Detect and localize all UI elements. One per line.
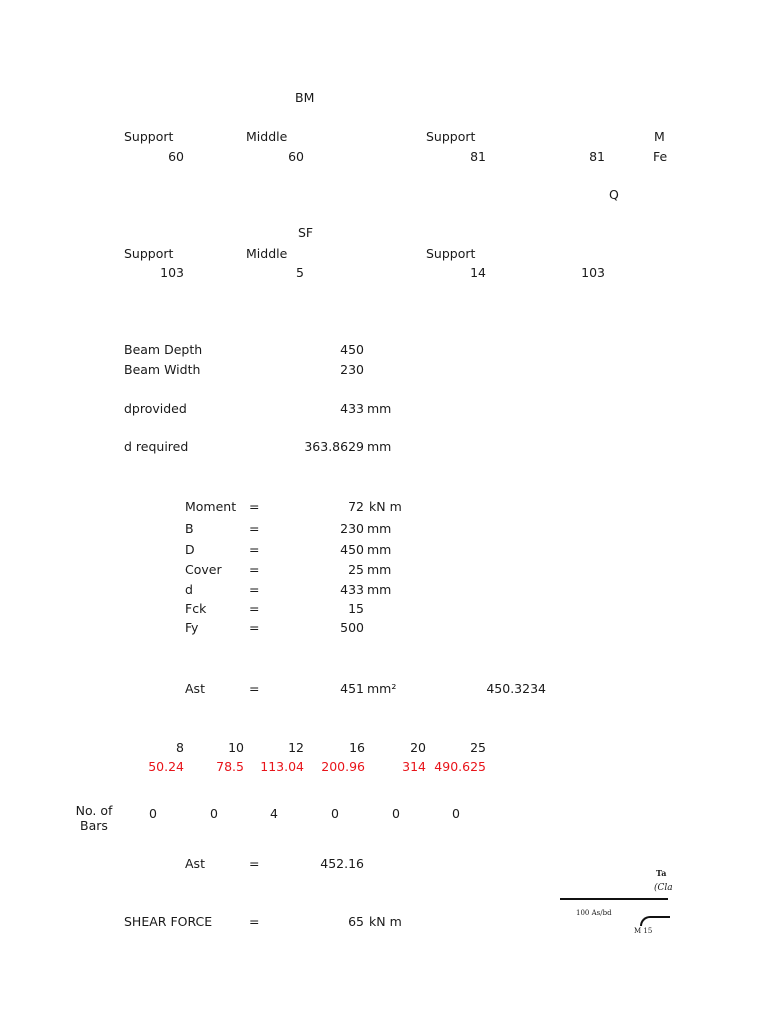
- ast-provided-eq: =: [249, 856, 260, 871]
- shear-force-eq: =: [249, 914, 260, 929]
- bar-area: 200.96: [321, 759, 365, 774]
- shear-force-value: 65: [348, 914, 364, 929]
- bm-header-middle: Middle: [246, 129, 288, 144]
- bm-value-2: 60: [288, 149, 304, 164]
- ast-label: Ast: [185, 681, 205, 696]
- param-label: D: [185, 542, 195, 557]
- ast-eq: =: [249, 681, 260, 696]
- sf-value-1: 103: [160, 265, 184, 280]
- param-label: B: [185, 521, 194, 536]
- drequired-value: 363.8629: [304, 439, 364, 454]
- beam-width-label: Beam Width: [124, 362, 201, 377]
- param-unit: mm: [367, 521, 392, 536]
- bm-value-fe: Fe: [653, 149, 668, 164]
- param-eq: =: [249, 542, 260, 557]
- param-value: 500: [340, 620, 364, 635]
- ast-provided-label: Ast: [185, 856, 205, 871]
- sf-value-3: 14: [470, 265, 486, 280]
- param-unit: mm: [367, 582, 392, 597]
- ast-provided-value: 452.16: [320, 856, 364, 871]
- bm-header-support-left: Support: [124, 129, 174, 144]
- param-eq: =: [249, 499, 260, 514]
- dprovided-value: 433: [340, 401, 364, 416]
- bar-area: 490.625: [434, 759, 486, 774]
- bar-diameter: 20: [410, 740, 426, 755]
- beam-width-value: 230: [340, 362, 364, 377]
- param-label: Fck: [185, 601, 207, 616]
- beam-depth-value: 450: [340, 342, 364, 357]
- param-value: 433: [340, 582, 364, 597]
- param-label: Fy: [185, 620, 199, 635]
- sf-title: SF: [298, 225, 314, 240]
- bm-value-1: 60: [168, 149, 184, 164]
- param-value: 72: [348, 499, 364, 514]
- bar-count-label-line2: Bars: [80, 818, 108, 833]
- q-label: Q: [609, 187, 619, 202]
- bar-diameter: 12: [288, 740, 304, 755]
- ast-value: 451: [340, 681, 364, 696]
- bar-count: 0: [149, 806, 157, 821]
- bar-diameter: 8: [176, 740, 184, 755]
- bar-count: 4: [270, 806, 278, 821]
- param-eq: =: [249, 562, 260, 577]
- bm-value-4: 81: [589, 149, 605, 164]
- param-eq: =: [249, 601, 260, 616]
- bar-count: 0: [210, 806, 218, 821]
- bar-area: 113.04: [260, 759, 304, 774]
- sf-header-middle: Middle: [246, 246, 288, 261]
- sf-value-4: 103: [581, 265, 605, 280]
- bm-title: BM: [295, 90, 315, 105]
- shear-force-label: SHEAR FORCE: [124, 914, 213, 929]
- sf-header-support-right: Support: [426, 246, 476, 261]
- param-unit: kN m: [369, 499, 402, 514]
- ast-exact-value: 450.3234: [486, 681, 546, 696]
- snippet-subtitle: (Cla: [654, 883, 673, 893]
- param-unit: mm: [367, 562, 392, 577]
- bar-diameter: 16: [349, 740, 365, 755]
- param-value: 15: [348, 601, 364, 616]
- drequired-label: d required: [124, 439, 189, 454]
- ast-unit: mm²: [367, 681, 397, 696]
- bar-area: 314: [402, 759, 426, 774]
- bar-count: 0: [331, 806, 339, 821]
- bar-count: 0: [452, 806, 460, 821]
- bar-area: 50.24: [148, 759, 184, 774]
- param-value: 25: [348, 562, 364, 577]
- snippet-title: Ta: [656, 868, 667, 878]
- param-value: 450: [340, 542, 364, 557]
- snippet-formula: 100 As/bd: [576, 909, 612, 917]
- beam-depth-label: Beam Depth: [124, 342, 203, 357]
- param-eq: =: [249, 620, 260, 635]
- sf-value-2: 5: [296, 265, 304, 280]
- bm-header-support-right: Support: [426, 129, 476, 144]
- bar-diameter: 25: [470, 740, 486, 755]
- bar-diameter: 10: [228, 740, 244, 755]
- param-value: 230: [340, 521, 364, 536]
- dprovided-label: dprovided: [124, 401, 187, 416]
- dprovided-unit: mm: [367, 401, 392, 416]
- param-label: Cover: [185, 562, 222, 577]
- bar-count-label-line1: No. of: [75, 803, 113, 818]
- param-eq: =: [249, 521, 260, 536]
- sf-header-support-left: Support: [124, 246, 174, 261]
- param-eq: =: [249, 582, 260, 597]
- param-unit: mm: [367, 542, 392, 557]
- bm-value-3: 81: [470, 149, 486, 164]
- snippet-grade: M 15: [634, 927, 653, 935]
- param-label: Moment: [185, 499, 237, 514]
- bar-count: 0: [392, 806, 400, 821]
- bar-area: 78.5: [216, 759, 244, 774]
- shear-force-unit: kN m: [369, 914, 402, 929]
- param-label: d: [185, 582, 193, 597]
- bm-header-m: M: [654, 129, 665, 144]
- snippet-rule: [560, 898, 668, 900]
- drequired-unit: mm: [367, 439, 392, 454]
